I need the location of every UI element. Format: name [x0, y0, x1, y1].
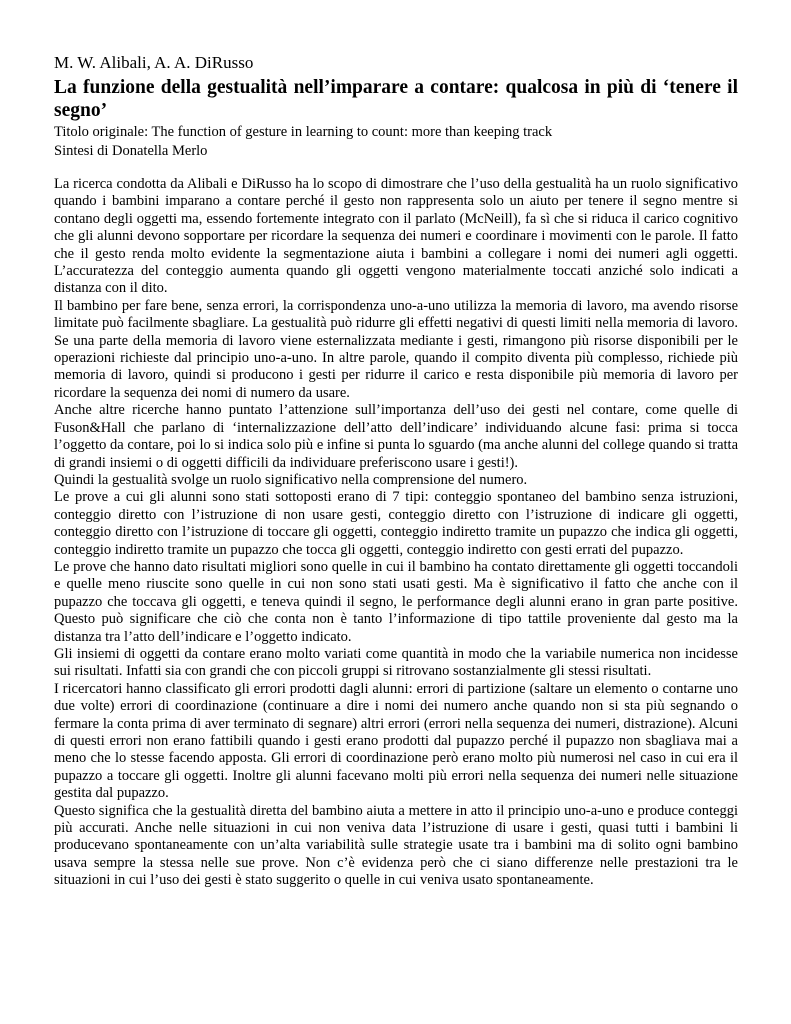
paragraph: Gli insiemi di oggetti da contare erano molto variati come quantità in modo che la variabile numerica non incidesse sui risultati. Infatti sia con grandi che con piccoli gruppi si ritrovano sostanzialmente gli stessi risultati. [54, 645, 738, 680]
paragraph: Il bambino per fare bene, senza errori, la corrispondenza uno-a-uno utilizza la memoria di lavoro, ma avendo risorse limitate può facilmente sbagliare. La gestualità può ridurre gli effetti negativi di questi limiti nella memoria di lavoro. Se una parte della memoria di lavoro viene esternalizzata mediante i gesti, rimangono più risorse disponibili per le operazioni richieste dal principio uno-a-uno. In altre parole, quando il compito diventa più complesso, richiede più memoria di lavoro, quindi si producono i gesti per ridurre il carico e resta disponibile più memoria di lavoro per ricordare la sequenza dei nomi di numero da usare. [54, 297, 738, 401]
paragraph: Quindi la gestualità svolge un ruolo significativo nella comprensione del numero. [54, 471, 528, 488]
summary-author: Sintesi di Donatella Merlo [54, 143, 208, 159]
document-page [54, 52, 738, 890]
document-body [54, 176, 738, 890]
document-title: La funzione della gestualità nell’imparare a contare: qualcosa in più di ‘tenere il segno’ [54, 77, 738, 121]
paragraph: I ricercatori hanno classificato gli errori prodotti dagli alunni: errori di partizione (saltare un elemento o contarne uno due volte) errori di coordinazione (continuare a dire i nomi dei numero anche quando non si sta più segnando o fermare la conta prima di aver terminato di segnare) altri errori (errori nella sequenza dei numeri, distrazione). Alcuni di questi errori non erano fattibili quando i gesti erano prodotti dal pupazzo perché il pupazzo non sbagliava mai a meno che lo stesse facendo apposta. Gli errori di coordinazione però erano molto più numerosi nel caso in cui era il pupazzo a toccare gli oggetti. Inoltre gli alunni facevano molti più errori nella sequenza dei numeri nelle situazione gestita dal pupazzo. [54, 680, 738, 802]
paragraph: Le prove a cui gli alunni sono stati sottoposti erano di 7 tipi: conteggio spontaneo del bambino senza istruzioni, conteggio diretto con l’istruzione di non usare gesti, conteggio diretto con l’istruzione di indicare gli oggetti, conteggio diretto con l’istruzione di toccare gli oggetti, conteggio indiretto tramite un pupazzo che indica gli oggetti, conteggio indiretto tramite un pupazzo che tocca gli oggetti, conteggio indiretto con gesti errati del pupazzo. [54, 489, 738, 558]
paragraph: Le prove che hanno dato risultati migliori sono quelle in cui il bambino ha contato direttamente gli oggetti toccandoli e quelle meno riuscite sono quelle in cui non sono stati usati gesti. Ma è significativo il fatto che anche con il pupazzo che toccava gli oggetti, e teneva quindi il segno, le performance degli alunni erano in gran parte positive. Questo può significare che ciò che conta non è tanto l’informazione di tipo tattile proveniente dal gesto ma la distanza tra l’atto dell’indicare e l’oggetto indicato. [54, 558, 738, 645]
original-title: Titolo originale: The function of gesture in learning to count: more than keeping track [54, 124, 553, 140]
paragraph: Questo significa che la gestualità diretta del bambino aiuta a mettere in atto il principio uno-a-uno e produce conteggi più accurati. Anche nelle situazioni in cui non veniva data l’istruzione di usare i gesti, quasi tutti i bambini li producevano spontaneamente con un’alta variabilità sulle strategie usate tra i bambini ma di solito ogni bambino usava sempre la stessa nelle sue prove. Non c’è evidenza però che ci siano differenze nelle prestazioni tra le situazioni in cui l’uso dei gesti è stato suggerito o quelle in cui veniva usato spontaneamente. [54, 802, 738, 889]
paragraph: La ricerca condotta da Alibali e DiRusso ha lo scopo di dimostrare che l’uso della gestualità ha un ruolo significativo quando i bambini imparano a contare perché il gesto non rappresenta solo un aiuto per tenere il segno mentre si contano degli oggetti ma, essendo fortemente integrato con il parlato (McNeill), fa sì che si riduca il carico cognitivo che gli alunni devono sopportare per ricordare la sequenza dei numeri e coordinare i movimenti con le parole. Il fatto che il gesto renda molto evidente la segmentazione aiuta i bambini a collegare i nomi dei numeri agli oggetti. L’accuratezza del conteggio aumenta quando gli oggetti vengono materialmente toccati anziché solo indicati a distanza con il dito. [54, 176, 738, 297]
authors: M. W. Alibali, A. A. DiRusso [54, 53, 254, 72]
paragraph: Anche altre ricerche hanno puntato l’attenzione sull’importanza dell’uso dei gesti nel contare, come quelle di Fuson&Hall che parlano di ‘internalizzazione dell’atto dell’indicare’ individuando alcune fasi: prima si tocca l’oggetto da contare, poi lo si indica solo più e infine si punta lo sguardo (ma anche alunni del college quando si tratta di grandi insiemi o di oggetti difficili da individuare preferiscono usare i gesti!). [54, 402, 738, 471]
